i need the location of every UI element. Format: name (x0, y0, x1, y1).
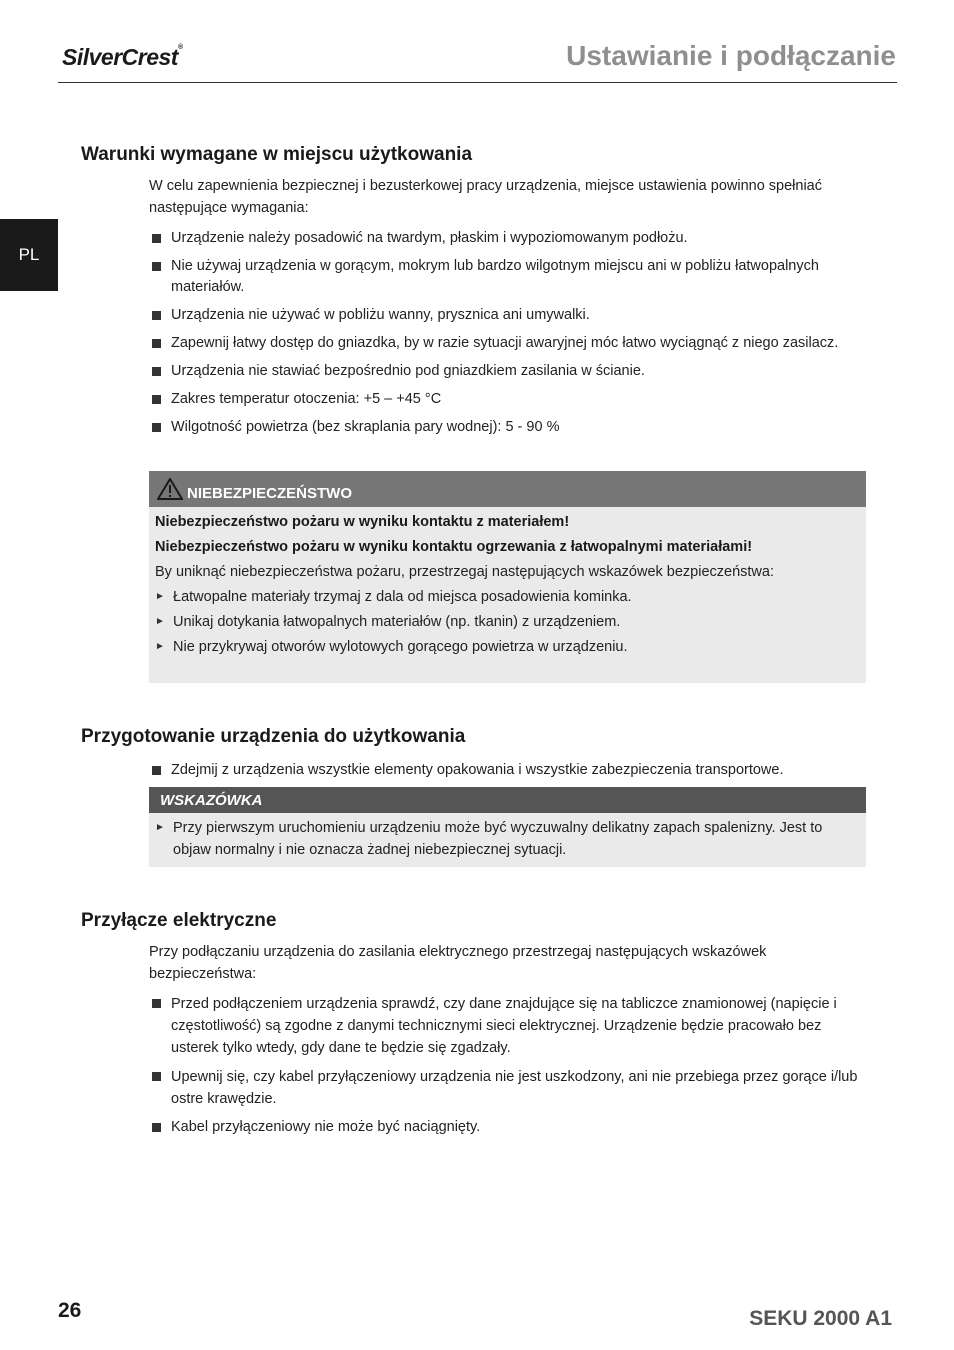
hint-box (149, 787, 866, 867)
language-tab: PL (0, 219, 58, 291)
preparation-list (152, 760, 872, 781)
header-divider (58, 82, 897, 83)
list-item: Zapewnij łatwy dostęp do gniazdka, by w razie sytuacji awaryjnej móc łatwo wyciągnąć z niego zasilacz. (152, 333, 872, 354)
requirements-list (152, 228, 872, 438)
brand-logo: SilverCrest® (62, 44, 183, 70)
list-item: Kabel przyłączeniowy nie może być naciągnięty. (152, 1117, 872, 1138)
list-item: Urządzenia nie stawiać bezpośrednio pod gniazdkiem zasilania w ścianie. (152, 361, 872, 382)
bullet-square-icon (152, 339, 161, 348)
hint-list (155, 817, 860, 861)
section-heading-preparation: Przygotowanie urządzenia do użytkowania (81, 726, 466, 747)
bullet-square-icon (152, 1072, 161, 1081)
bullet-square-icon (152, 423, 161, 432)
danger-intro: By uniknąć niebezpieczeństwa pożaru, przestrzegaj następujących wskazówek bezpieczeństwa: (155, 564, 774, 580)
hint-header (149, 787, 866, 813)
bullet-square-icon (152, 395, 161, 404)
arrow-bullet-icon: ► (155, 641, 165, 652)
warning-triangle-icon (157, 478, 183, 500)
section-intro: Przy podłączaniu urządzenia do zasilania elektrycznego przestrzegaj następujących wskazówek bezpieczeństwa: (149, 944, 767, 982)
bullet-square-icon (152, 766, 161, 775)
list-item: Zakres temperatur otoczenia: +5 – +45 °C (152, 389, 872, 410)
page-title: Ustawianie i podłączanie (566, 40, 896, 71)
danger-header (149, 471, 866, 507)
list-item: Upewnij się, czy kabel przyłączeniowy urządzenia nie jest uszkodzony, ani nie przebiega przez gorące i/lub ostre krawędzie. (152, 1066, 872, 1110)
danger-warning-2: Niebezpieczeństwo pożaru w wyniku kontaktu ogrzewania z łatwopalnymi materiałami! (155, 539, 753, 555)
arrow-bullet-icon: ► (155, 822, 165, 833)
bullet-square-icon (152, 1123, 161, 1132)
bullet-square-icon (152, 999, 161, 1008)
list-item: ► Unikaj dotykania łatwopalnych materiałów (np. tkanin) z urządzeniem. (155, 611, 860, 633)
list-item: ► Przy pierwszym uruchomieniu urządzeniu może być wyczuwalny delikatny zapach spalenizny. Jest to objaw normalny i nie oznacza żadnej niebezpiecznej sytuacji. (155, 817, 860, 861)
hint-label: WSKAZÓWKA (160, 791, 263, 809)
page-number: 26 (58, 1299, 82, 1322)
hint-body (149, 813, 866, 867)
list-item: Wilgotność powietrza (bez skraplania pary wodnej): 5 - 90 % (152, 417, 872, 438)
bullet-square-icon (152, 367, 161, 376)
danger-warning-1: Niebezpieczeństwo pożaru w wyniku kontaktu z materiałem! (155, 514, 570, 530)
list-item: Przed podłączeniem urządzenia sprawdź, czy dane znajdujące się na tabliczce znamionowej (napięcie i częstotliwość) są zgodne z danymi technicznymi sieci elektrycznej. Urządzenie będzie pracowało bez usterek tylko wtedy, gdy dane te będzie się zgadzały. (152, 993, 872, 1059)
danger-box (149, 471, 866, 683)
list-item: ► Łatwopalne materiały trzymaj z dala od miejsca posadowienia kominka. (155, 586, 860, 608)
electrical-list (152, 993, 872, 1138)
list-item: Nie używaj urządzenia w gorącym, mokrym lub bardzo wilgotnym miejscu ani w pobliżu łatwopalnych materiałów. (152, 256, 872, 298)
bullet-square-icon (152, 311, 161, 320)
danger-label: NIEBEZPIECZEŃSTWO (187, 484, 353, 502)
list-item: Urządzenia nie używać w pobliżu wanny, prysznica ani umywalki. (152, 305, 872, 326)
danger-body (149, 507, 866, 664)
bullet-square-icon (152, 234, 161, 243)
section-heading-usage-conditions: Warunki wymagane w miejscu użytkowania (81, 144, 473, 165)
model-name: SEKU 2000 A1 (749, 1307, 892, 1330)
danger-list (155, 586, 860, 658)
section-heading-electrical: Przyłącze elektryczne (81, 910, 277, 931)
arrow-bullet-icon: ► (155, 616, 165, 627)
arrow-bullet-icon: ► (155, 591, 165, 602)
list-item: Zdejmij z urządzenia wszystkie elementy opakowania i wszystkie zabezpieczenia transportowe. (152, 760, 872, 781)
list-item: Urządzenie należy posadowić na twardym, płaskim i wypoziomowanym podłożu. (152, 228, 872, 249)
list-item: ► Nie przykrywaj otworów wylotowych gorącego powietrza w urządzeniu. (155, 636, 860, 658)
bullet-square-icon (152, 262, 161, 271)
section-intro: W celu zapewnienia bezpiecznej i bezusterkowej pracy urządzenia, miejsce ustawienia powinno spełniać następujące wymagania: (149, 178, 822, 216)
